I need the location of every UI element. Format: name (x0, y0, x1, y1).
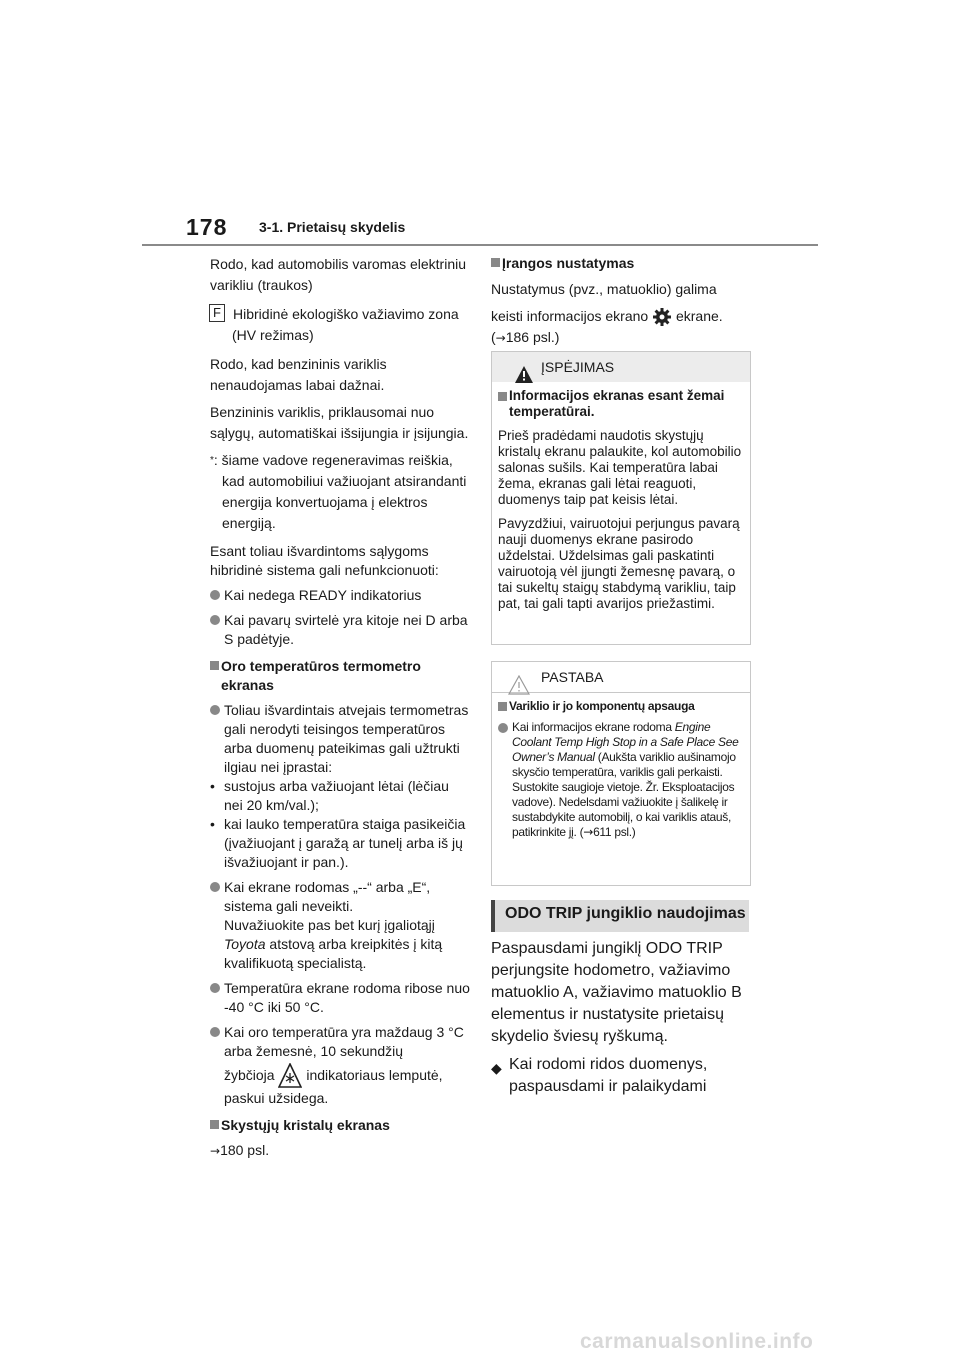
watermark: carmanualsonline.info (580, 1330, 814, 1353)
lcd-heading: Skystųjų kristalų ekranas (210, 1116, 470, 1135)
list-item: Toliau išvardintais atvejais termometras gali nerodyti teisingos temperatūros arba duomenų pateikimas gali užtrukti ilgiau nei įprastai: • sustojus arba važiuojant lėtai (lėčiau nei 20 km/val.); • kai lauko temperatūra staiga pasikeičia (įvažiuojant į garažą ar tunelį arba iš jų išvažiuojant ir pan.). (210, 702, 469, 870)
note-heading: Variklio ir jo komponentų apsauga (498, 699, 744, 714)
odo-title: ODO TRIP jungiklio naudojimas (505, 905, 746, 922)
engine-rare-text: Rodo, kad benzininis variklis nenaudojamas labai dažnai. (210, 356, 387, 393)
note-box (491, 661, 751, 886)
note-item: Kai informacijos ekrane rodoma Engine Coolant Temp High Stop in a Safe Place See Owner’s Manual (Aukšta variklio aušinamojo skysčio temperatūra, variklis gali perkaisti. Sustokite saugioje vietoje. Žr. Eksploatacijos vadove). Nedelsdami važiuokite į šalikelę ir sustabdykite automobilį, o kai variklis atauš, patikrinkite jį. (→611 psl.) (498, 720, 744, 840)
caution-triangle-icon (508, 669, 530, 699)
warning-text-1: Prieš pradėdami naudotis skystųjų kristalų ekranu palaukite, kol automobilio salonas sušils. Kai temperatūra labai žema, ekranas gali lėtai reaguoti, duomenys taip pat keisis lėtai. (498, 428, 742, 507)
dashboard-message: Engine Coolant Temp High Stop in a Safe Place See Owner’s Manual (512, 720, 739, 764)
setup-text-1: Nustatymus (pvz., matuoklio) galima (491, 281, 717, 297)
zone-f-label: F Hibridinė ekologiško važiavimo zona (210, 304, 470, 325)
diamond-bullet-icon: ◆ (491, 1060, 502, 1076)
warning-heading: Informacijos ekranas esant žemai temperatūrai. (498, 388, 744, 420)
brand-name: Toyota (224, 936, 266, 952)
warning-title: ĮSPĖJIMAS (541, 359, 615, 375)
warning-box (491, 351, 751, 645)
sub-item: • sustojus arba važiuojant lėtai (lėčiau nei 20 km/val.); (210, 778, 449, 813)
setup-ref[interactable]: (→186 psl.) (491, 329, 560, 346)
list-item: Kai ekrane rodomas „--“ arba „E“, sistema gali neveikti. Nuvažiuokite pas bet kurį įgaliotąjį Toyota atstovą arba kreipkitės į kitą kvalifikuotą specialistą. (210, 878, 470, 973)
note-title: PASTABA (541, 669, 604, 685)
page-header (0, 0, 960, 250)
list-item: ◆ Kai rodomi ridos duomenys, paspausdami ir palaikydami (491, 1056, 708, 1095)
list-item: Kai nedega READY indikatorius (210, 586, 470, 605)
setup-heading: Įrangos nustatymas (491, 254, 751, 273)
warning-header (492, 352, 750, 382)
temp-heading: Oro temperatūros termometro ekranas (210, 657, 470, 695)
zone-f-sub: (HV režimas) (232, 327, 314, 343)
warning-triangle-icon (515, 358, 533, 388)
odo-text (491, 938, 753, 1098)
engine-auto-text: Benzininis variklis, priklausomai nuo sąlygų, automatiškai išsijungia ir įsijungia. (210, 404, 469, 441)
list-item: Temperatūra ekrane rodoma ribose nuo -40 °C iki 50 °C. (210, 979, 470, 1017)
page-number: 178 (186, 214, 228, 240)
setup-text-2: keisti informacijos ekrano ekrane. (491, 306, 751, 327)
zone-f-letter: F (209, 304, 225, 322)
lcd-ref[interactable]: →180 psl. (210, 1142, 270, 1159)
header-rule (142, 244, 818, 246)
note-header (492, 662, 750, 693)
sub-item: • kai lauko temperatūra staiga pasikeičia (įvažiuojant į garažą ar tunelį arba iš jų išvažiuojant ir pan.). (210, 816, 466, 870)
snowflake-warning-icon (278, 1067, 306, 1083)
list-item: Kai oro temperatūra yra maždaug 3 °C arba žemesnė, 10 sekundžių žybčioja indikatoriaus lemputė, paskui užsidega. (210, 1023, 470, 1108)
right-column (491, 254, 751, 349)
odo-banner (491, 900, 749, 932)
list-item: Kai pavarų svirtelė yra kitoje nei D arba S padėtyje. (210, 611, 470, 649)
footnote: *: šiame vadove regeneravimas reiškia, kad automobiliui važiuojant atsirandanti energija konvertuojama į elektros energiją. (210, 452, 467, 531)
section-title: 3-1. Prietaisų skydelis (259, 219, 406, 235)
warning-text-2: Pavyzdžiui, vairuotojui perjungus pavarą nauji duomenys ekrane pasirodo uždelstai. Uždelsimas gali paskatinti vairuotoją vėl įjungti žemesnę pavarą, o tai sukeltų staigų stabdymą varikliu, taip pat, tai gali tapti avarijos priežastimi. (498, 516, 740, 611)
gear-icon (652, 308, 676, 324)
conditions-intro: Esant toliau išvardintoms sąlygoms hibridinė sistema gali nefunkcionuoti: (210, 543, 439, 578)
traction-text: Rodo, kad automobilis varomas elektriniu varikliu (traukos) (210, 256, 467, 293)
left-column (210, 254, 470, 1161)
odo-paragraph: Paspausdami jungiklį ODO TRIP perjungsite hodometro, važiavimo matuoklio A, važiavimo matuoklio B elementus ir nustatysite prietaisų skydelio šviesų ryškumą. (491, 940, 742, 1045)
